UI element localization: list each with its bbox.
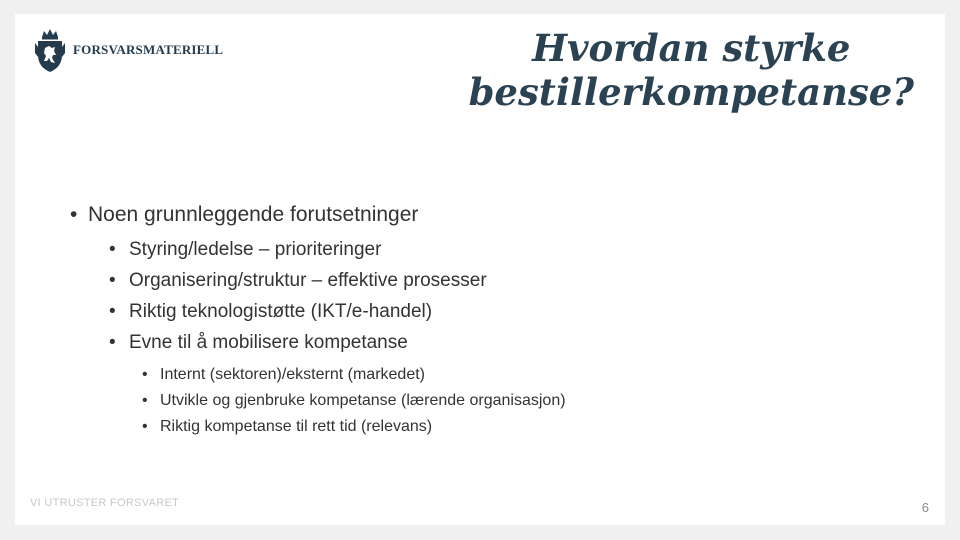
- sub-bullet: [109, 296, 566, 327]
- coat-of-arms-icon: [35, 27, 65, 73]
- sub-bullet: [109, 327, 566, 358]
- sub-bullet: [109, 265, 566, 296]
- bullet-dot: •: [142, 392, 148, 409]
- bullet-dot: •: [142, 418, 148, 435]
- sub-bullet-list: [70, 234, 566, 358]
- slide: [15, 14, 945, 525]
- bullet-text: Riktig kompetanse til rett tid (relevans): [160, 418, 433, 435]
- bullet-text: Evne til å mobilisere kompetanse: [129, 332, 408, 353]
- logo: [35, 27, 223, 73]
- sub-sub-bullet: [142, 414, 566, 440]
- slide-title: [469, 26, 914, 114]
- bullet-text: Internt (sektoren)/eksternt (markedet): [160, 366, 425, 383]
- bullet-dot: •: [70, 203, 78, 226]
- bullet-text: Noen grunnleggende forutsetninger: [88, 203, 419, 226]
- sub-bullet: [109, 234, 566, 265]
- sub-sub-bullet-list: [70, 362, 566, 440]
- sub-sub-bullet: [142, 388, 566, 414]
- logo-text: FORSVARSMATERIELL: [73, 42, 224, 57]
- footer-tagline: VI UTRUSTER FORSVARET: [30, 497, 180, 509]
- page-number: 6: [921, 500, 929, 515]
- sub-sub-bullet: [142, 362, 566, 388]
- slide-title-line-1: Hvordan styrke: [532, 26, 851, 70]
- bullet-dot: •: [109, 270, 116, 291]
- bullet-text: Utvikle og gjenbruke kompetanse (lærende organisasjon): [160, 392, 566, 409]
- bullet-dot: •: [142, 366, 148, 383]
- bullet-list: [70, 201, 566, 440]
- bullet-dot: •: [109, 239, 116, 260]
- bullet-text: Riktig teknologistøtte (IKT/e-handel): [129, 301, 433, 322]
- bullet-dot: •: [109, 332, 116, 353]
- bullet-dot: •: [109, 301, 116, 322]
- bullet-text: Styring/ledelse – prioriteringer: [129, 239, 382, 260]
- bullet-level-1: [70, 201, 566, 229]
- bullet-text: Organisering/struktur – effektive prosesser: [129, 270, 487, 291]
- slide-title-line-2: bestillerkompetanse?: [468, 70, 914, 114]
